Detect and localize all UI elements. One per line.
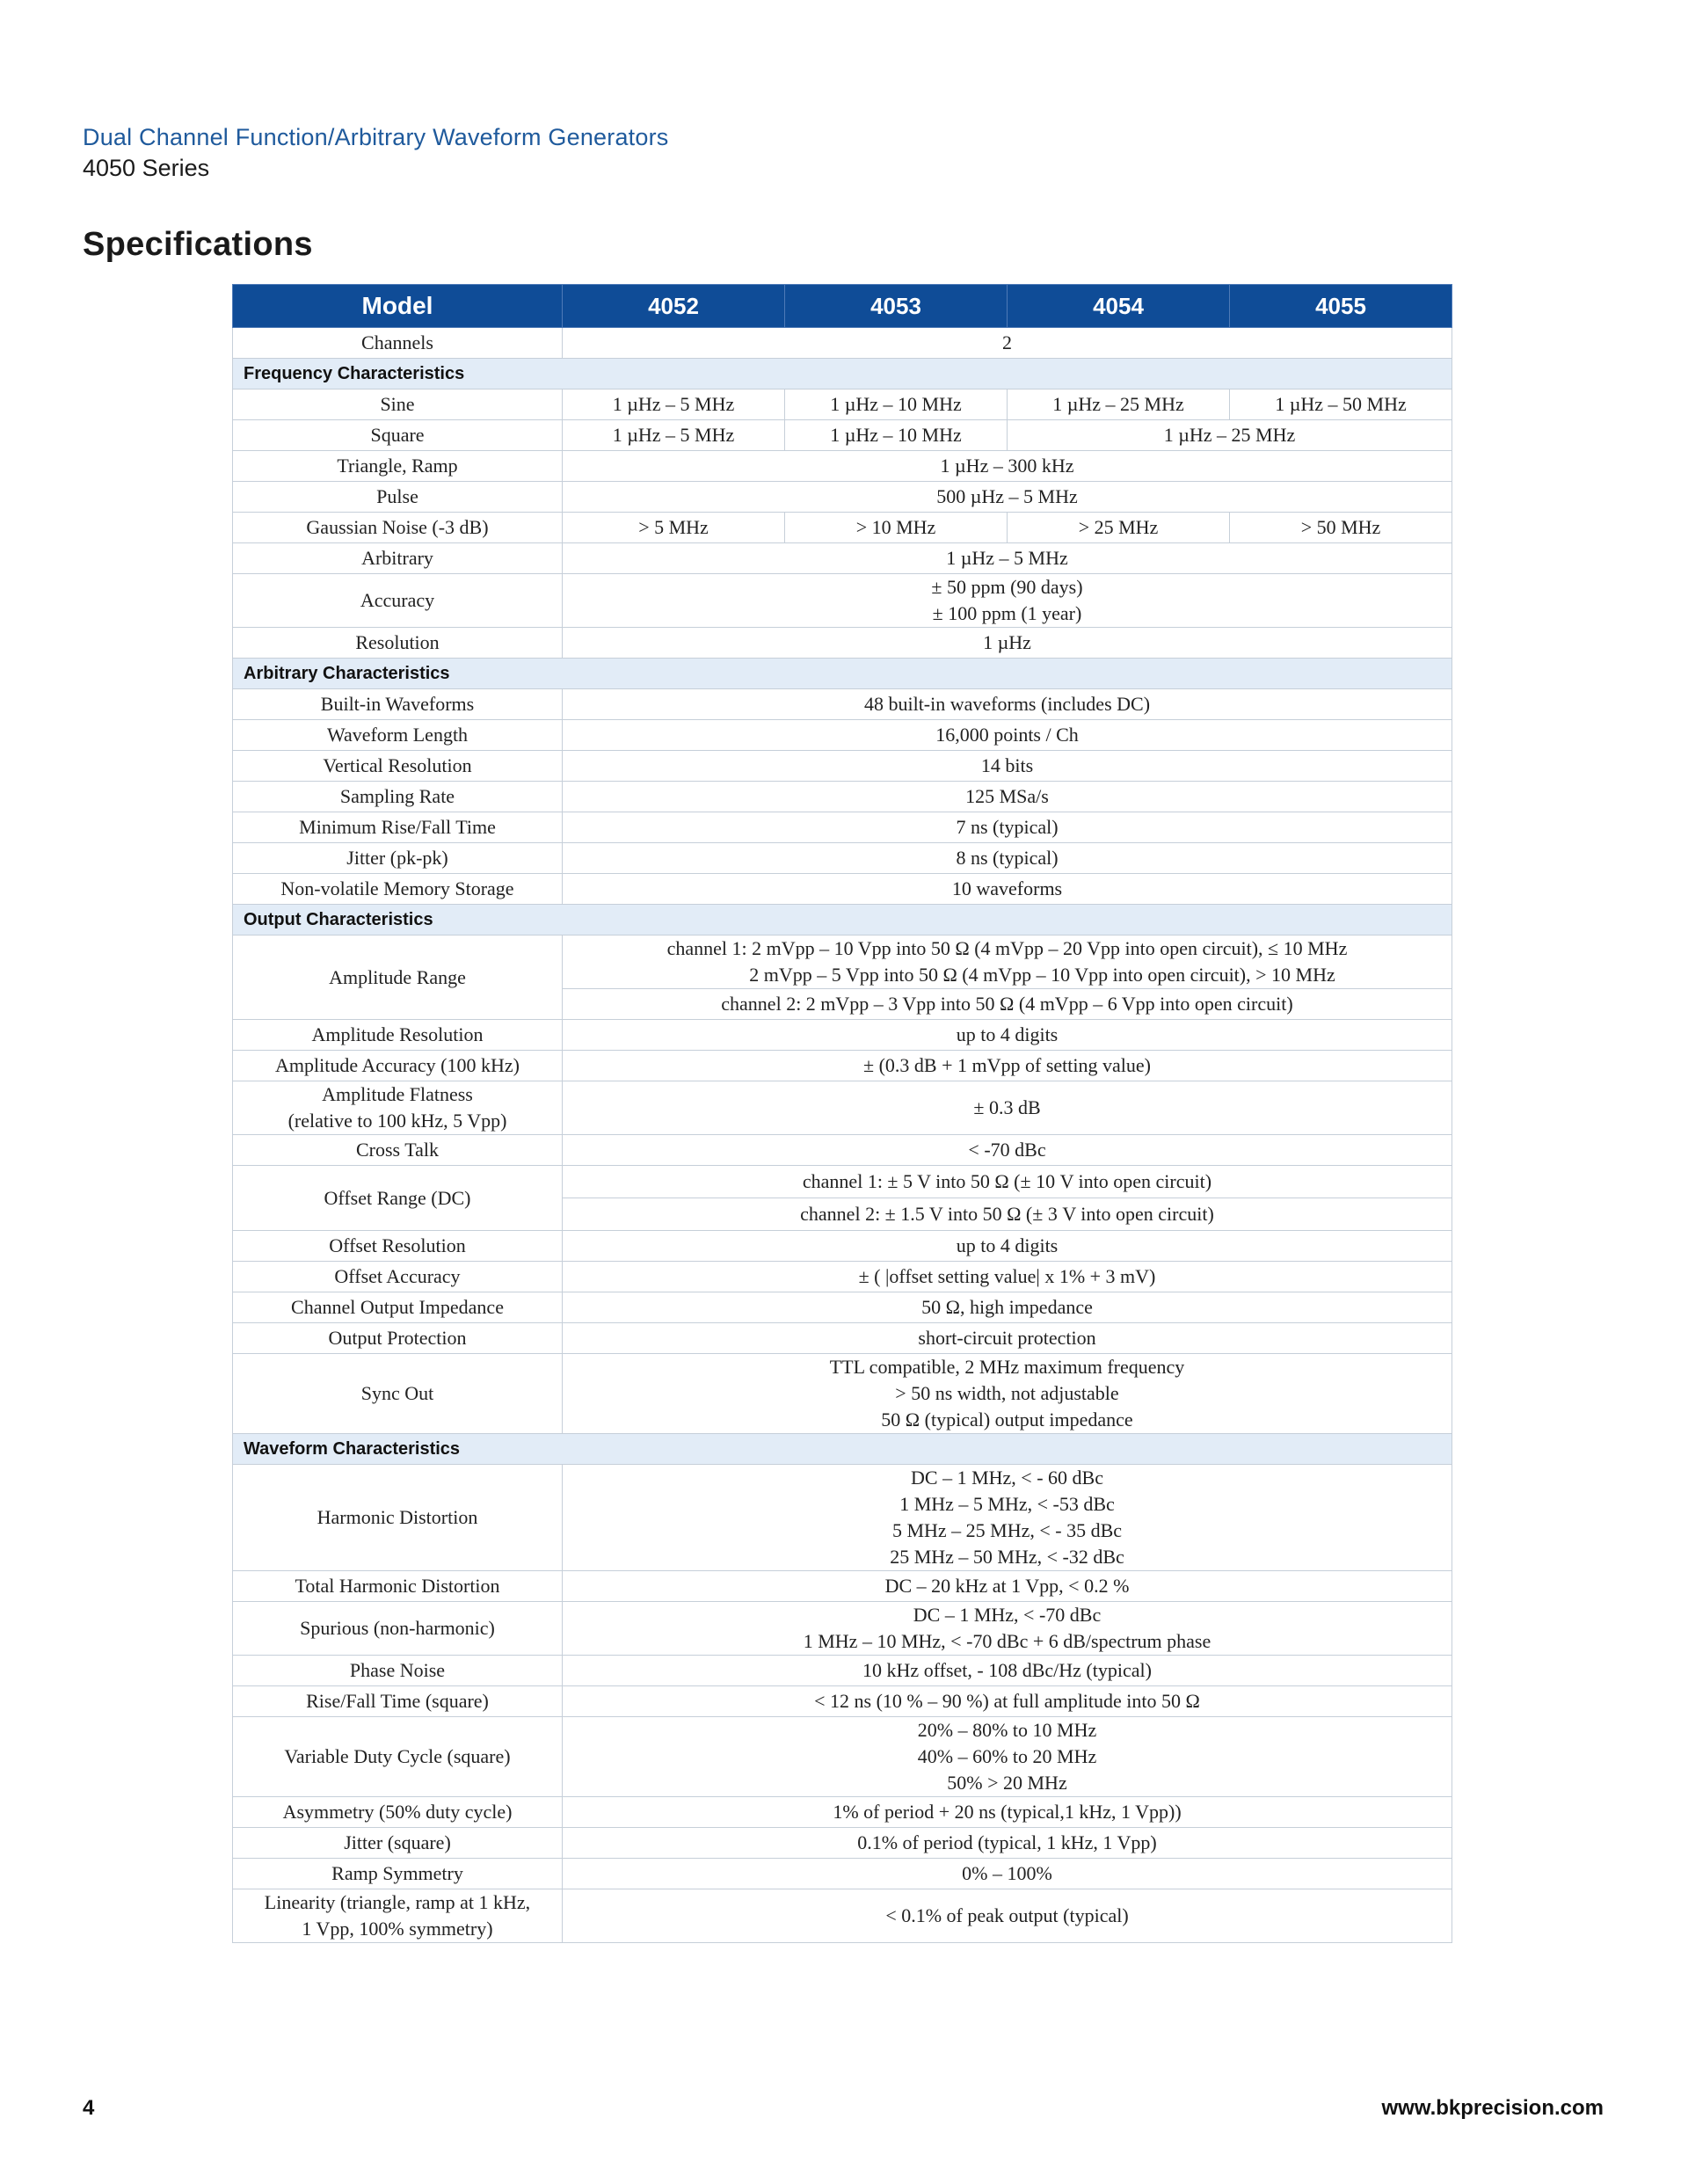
column-header: 4052 (563, 285, 785, 328)
table-row (233, 1859, 1452, 1889)
row-value: 16,000 points / Ch (563, 720, 1452, 751)
table-row (233, 1081, 1452, 1135)
row-value: 1 µHz – 10 MHz (785, 420, 1008, 451)
table-row (233, 1323, 1452, 1354)
row-value (563, 574, 1452, 628)
row-label (233, 1889, 563, 1943)
row-label: Non-volatile Memory Storage (233, 874, 563, 905)
row-label: Ramp Symmetry (233, 1859, 563, 1889)
row-value: 50 Ω, high impedance (563, 1292, 1452, 1323)
value-line: TTL compatible, 2 MHz maximum frequency (829, 1356, 1185, 1378)
row-value: 1 µHz – 25 MHz (1008, 420, 1452, 451)
table-row (233, 1231, 1452, 1262)
row-label: Gaussian Noise (-3 dB) (233, 513, 563, 543)
column-header: Model (233, 285, 563, 328)
row-value: 48 built-in waveforms (includes DC) (563, 689, 1452, 720)
section-header: Frequency Characteristics (233, 359, 1452, 389)
label-line: (relative to 100 kHz, 5 Vpp) (287, 1110, 507, 1132)
row-value: 1 µHz – 5 MHz (563, 420, 785, 451)
row-value: > 5 MHz (563, 513, 785, 543)
row-value: > 10 MHz (785, 513, 1008, 543)
value-line: 1 MHz – 5 MHz, < -53 dBc (899, 1493, 1115, 1515)
row-label: Accuracy (233, 574, 563, 628)
row-label: Triangle, Ramp (233, 451, 563, 482)
section-header: Waveform Characteristics (233, 1434, 1452, 1465)
row-value: ± 0.3 dB (563, 1081, 1452, 1135)
row-value (563, 1602, 1452, 1656)
row-label: Minimum Rise/Fall Time (233, 812, 563, 843)
row-value: up to 4 digits (563, 1231, 1452, 1262)
row-value: < 0.1% of peak output (typical) (563, 1889, 1452, 1943)
row-label: Channels (233, 328, 563, 359)
section-row (233, 905, 1452, 935)
column-header: 4053 (785, 285, 1008, 328)
row-label: Offset Range (DC) (233, 1166, 563, 1231)
row-label: Sine (233, 389, 563, 420)
value-line: 2 mVpp – 5 Vpp into 50 Ω (4 mVpp – 10 Vpp into open circuit), > 10 MHz (749, 964, 1335, 986)
website-url: www.bkprecision.com (1381, 2096, 1604, 2120)
row-value: channel 2: ± 1.5 V into 50 Ω (± 3 V into open circuit) (563, 1198, 1452, 1231)
value-line: DC – 1 MHz, < - 60 dBc (911, 1467, 1103, 1489)
value-line: 50% > 20 MHz (947, 1772, 1067, 1794)
row-value: 0.1% of period (typical, 1 kHz, 1 Vpp) (563, 1828, 1452, 1859)
table-row (233, 420, 1452, 451)
row-label: Asymmetry (50% duty cycle) (233, 1797, 563, 1828)
page-heading: Specifications (83, 226, 313, 263)
row-label: Amplitude Range (233, 935, 563, 1020)
section-row (233, 1434, 1452, 1465)
table-row (233, 874, 1452, 905)
table-row (233, 1686, 1452, 1717)
table-row (233, 1656, 1452, 1686)
label-line: Linearity (triangle, ramp at 1 kHz, (264, 1891, 531, 1913)
row-value: < 12 ns (10 % – 90 %) at full amplitude into 50 Ω (563, 1686, 1452, 1717)
row-value: 10 kHz offset, - 108 dBc/Hz (typical) (563, 1656, 1452, 1686)
table-row (233, 513, 1452, 543)
table-row (233, 451, 1452, 482)
table-row (233, 328, 1452, 359)
value-line: 40% – 60% to 20 MHz (917, 1745, 1097, 1767)
row-value: < -70 dBc (563, 1135, 1452, 1166)
row-label: Variable Duty Cycle (square) (233, 1717, 563, 1797)
row-value (563, 1717, 1452, 1797)
row-label: Amplitude Accuracy (100 kHz) (233, 1051, 563, 1081)
row-label: Total Harmonic Distortion (233, 1571, 563, 1602)
table-row (233, 1828, 1452, 1859)
row-label: Phase Noise (233, 1656, 563, 1686)
row-value: 125 MSa/s (563, 782, 1452, 812)
table-header-row (233, 285, 1452, 328)
row-value: > 25 MHz (1008, 513, 1230, 543)
row-value: 14 bits (563, 751, 1452, 782)
label-line: 1 Vpp, 100% symmetry) (302, 1918, 493, 1940)
table-row (233, 543, 1452, 574)
row-label: Jitter (square) (233, 1828, 563, 1859)
table-row (233, 1051, 1452, 1081)
row-value (563, 1465, 1452, 1571)
value-line: 5 MHz – 25 MHz, < - 35 dBc (891, 1519, 1123, 1541)
row-value: 0% – 100% (563, 1859, 1452, 1889)
column-header: 4054 (1008, 285, 1230, 328)
row-label: Square (233, 420, 563, 451)
table-row (233, 1602, 1452, 1656)
value-line: > 50 ns width, not adjustable (895, 1382, 1119, 1404)
value-line: 1 MHz – 10 MHz, < -70 dBc + 6 dB/spectrum phase (803, 1630, 1211, 1652)
table-row (233, 1135, 1452, 1166)
value-line: 20% – 80% to 10 MHz (917, 1719, 1097, 1741)
table-row (233, 1889, 1452, 1943)
table-row (233, 1166, 1452, 1198)
row-label: Channel Output Impedance (233, 1292, 563, 1323)
row-value: channel 2: 2 mVpp – 3 Vpp into 50 Ω (4 mVpp – 6 Vpp into open circuit) (563, 989, 1452, 1020)
row-value: 1 µHz – 5 MHz (563, 389, 785, 420)
row-value: 10 waveforms (563, 874, 1452, 905)
row-value: 8 ns (typical) (563, 843, 1452, 874)
section-header: Arbitrary Characteristics (233, 659, 1452, 689)
row-label: Amplitude Resolution (233, 1020, 563, 1051)
label-line: Amplitude Flatness (322, 1083, 473, 1105)
table-row (233, 1571, 1452, 1602)
row-value: short-circuit protection (563, 1323, 1452, 1354)
row-label: Vertical Resolution (233, 751, 563, 782)
row-label: Pulse (233, 482, 563, 513)
section-row (233, 659, 1452, 689)
document-title: Dual Channel Function/Arbitrary Waveform Generators (83, 124, 669, 150)
table-row (233, 482, 1452, 513)
table-row (233, 751, 1452, 782)
row-label (233, 1081, 563, 1135)
row-value: 1 µHz – 10 MHz (785, 389, 1008, 420)
row-value: 1 µHz – 50 MHz (1230, 389, 1452, 420)
row-label: Arbitrary (233, 543, 563, 574)
row-value: 1% of period + 20 ns (typical,1 kHz, 1 Vpp)) (563, 1797, 1452, 1828)
value-line: channel 1: 2 mVpp – 10 Vpp into 50 Ω (4 mVpp – 20 Vpp into open circuit), ≤ 10 MHz (666, 937, 1348, 959)
table-row (233, 782, 1452, 812)
table-row (233, 1465, 1452, 1571)
table-row (233, 628, 1452, 659)
row-label: Rise/Fall Time (square) (233, 1686, 563, 1717)
table-row (233, 843, 1452, 874)
row-value: 500 µHz – 5 MHz (563, 482, 1452, 513)
specifications-table (232, 284, 1452, 1943)
row-label: Offset Accuracy (233, 1262, 563, 1292)
row-label: Built-in Waveforms (233, 689, 563, 720)
row-label: Waveform Length (233, 720, 563, 751)
value-line: 25 MHz – 50 MHz, < -32 dBc (890, 1546, 1124, 1568)
row-label: Offset Resolution (233, 1231, 563, 1262)
column-header: 4055 (1230, 285, 1452, 328)
row-label: Cross Talk (233, 1135, 563, 1166)
row-value: 1 µHz – 25 MHz (1008, 389, 1230, 420)
row-value (563, 935, 1452, 989)
row-label: Sync Out (233, 1354, 563, 1434)
row-label: Resolution (233, 628, 563, 659)
row-label: Output Protection (233, 1323, 563, 1354)
row-label: Harmonic Distortion (233, 1465, 563, 1571)
table-row (233, 1020, 1452, 1051)
row-label: Jitter (pk-pk) (233, 843, 563, 874)
table-row (233, 720, 1452, 751)
table-row (233, 1262, 1452, 1292)
row-value (563, 1354, 1452, 1434)
row-value: DC – 20 kHz at 1 Vpp, < 0.2 % (563, 1571, 1452, 1602)
value-line: ± 100 ppm (1 year) (932, 602, 1082, 624)
row-value: 7 ns (typical) (563, 812, 1452, 843)
row-value: channel 1: ± 5 V into 50 Ω (± 10 V into open circuit) (563, 1166, 1452, 1198)
table-row (233, 1292, 1452, 1323)
row-value: 1 µHz – 5 MHz (563, 543, 1452, 574)
row-value: ± ( |offset setting value| x 1% + 3 mV) (563, 1262, 1452, 1292)
table-row (233, 1717, 1452, 1797)
row-value: ± (0.3 dB + 1 mVpp of setting value) (563, 1051, 1452, 1081)
value-line: ± 50 ppm (90 days) (931, 576, 1083, 598)
document-subtitle: 4050 Series (83, 155, 210, 181)
row-label: Sampling Rate (233, 782, 563, 812)
row-label: Spurious (non-harmonic) (233, 1602, 563, 1656)
table-row (233, 1354, 1452, 1434)
table-row (233, 689, 1452, 720)
section-header: Output Characteristics (233, 905, 1452, 935)
row-value: 1 µHz (563, 628, 1452, 659)
value-line: 50 Ω (typical) output impedance (881, 1409, 1133, 1431)
table-row (233, 935, 1452, 989)
page-number: 4 (83, 2096, 95, 2120)
row-value: 2 (563, 328, 1452, 359)
table-row (233, 574, 1452, 628)
section-row (233, 359, 1452, 389)
table-row (233, 389, 1452, 420)
table-row (233, 1797, 1452, 1828)
value-line: DC – 1 MHz, < -70 dBc (913, 1604, 1102, 1626)
row-value: up to 4 digits (563, 1020, 1452, 1051)
row-value: > 50 MHz (1230, 513, 1452, 543)
row-value: 1 µHz – 300 kHz (563, 451, 1452, 482)
table-row (233, 812, 1452, 843)
